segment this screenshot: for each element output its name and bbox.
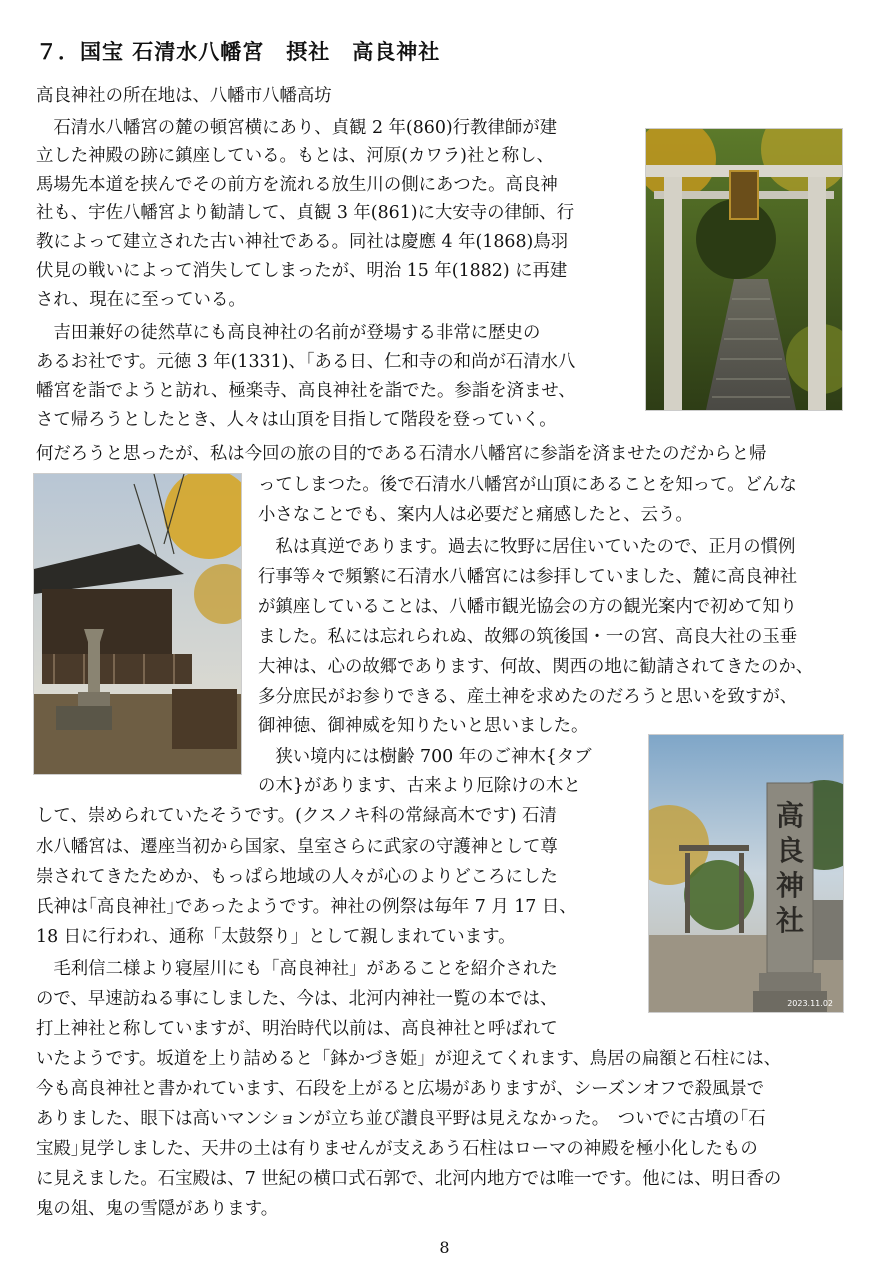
body-line: 吉田兼好の徒然草にも高良神社の名前が登場する非常に歴史の <box>36 323 541 343</box>
body-line: が鎮座していることは、八幡市観光協会の方の観光案内で初めて知り <box>258 597 798 617</box>
body-line: 教によって建立された古い神社である。同社は慶應 4 年(1868)鳥羽 <box>36 232 569 252</box>
body-line: ってしまつた。後で石清水八幡宮が山頂にあることを知って。どんな <box>258 475 797 495</box>
page-title: ７．国宝 石清水八幡宮 摂社 高良神社 <box>36 40 441 64</box>
body-line: 馬場先本道を挟んでその前方を流れる放生川の側にあつた。高良神 <box>36 175 558 195</box>
body-line: 高良神社の所在地は、八幡市八幡高坊 <box>36 86 332 106</box>
body-line: いたようです。坂道を上り詰めると「鉢かづき姫」が迎えてくれます、鳥居の扁額と石柱には、 <box>36 1049 782 1069</box>
body-line: 大神は、心の故郷であります、何故、関西の地に勧請されてきたのか、 <box>258 657 814 677</box>
body-line: 18 日に行われ、通称「太鼓祭り」として親しまれています。 <box>36 927 516 947</box>
body-line: 御神徳、御神威を知りたいと思いました。 <box>258 716 589 736</box>
svg-text:神: 神 <box>775 869 805 902</box>
body-line: して、崇められていたそうです。(クスノキ科の常緑高木です) 石清 <box>36 806 557 826</box>
body-line: 行事等々で頻繁に石清水八幡宮には参拝していました、麓に高良神社 <box>258 567 798 587</box>
body-line: され、現在に至っている。 <box>36 290 246 310</box>
body-line: あるお社です。元徳 3 年(1331)、｢ある日、仁和寺の和尚が石清水八 <box>36 352 576 372</box>
svg-text:高: 高 <box>775 799 805 832</box>
body-line: 小さなことでも、案内人は必要だと痛感したと、云う。 <box>258 505 693 525</box>
body-line: 何だろうと思ったが、私は今回の旅の目的である石清水八幡宮に参詣を済ませたのだからと帰 <box>36 444 767 464</box>
body-line: 幡宮を詣でようと訪れ、極楽寺、高良神社を詣でた。参詣を済ませ、 <box>36 381 576 401</box>
body-line: 鬼の俎、鬼の雪隠があります。 <box>36 1199 279 1219</box>
body-line: ありました、眼下は高いマンションが立ち並び讃良平野は見えなかった。 ついでに古墳の｢石 <box>36 1109 766 1129</box>
body-line: 今も高良神社と書かれています、石段を上がると広場がありますが、シーズンオフで殺風景で <box>36 1079 765 1099</box>
page-number: 8 <box>439 1238 450 1257</box>
photo-date-caption: 2023.11.02 <box>787 999 833 1008</box>
body-line: 私は真逆であります。過去に牧野に居住いていたので、正月の慣例 <box>258 537 796 557</box>
body-line: の木}があります、古来より厄除けの木と <box>258 776 581 796</box>
body-line: さて帰ろうとしたとき、人々は山頂を目指して階段を登っていく。 <box>36 410 557 430</box>
body-line: 石清水八幡宮の麓の頓宮横にあり、貞観 2 年(860)行教律師が建 <box>36 118 558 138</box>
body-line: 多分庶民がお参りできる、産土神を求めたのだろうと思いを致すが、 <box>258 687 798 707</box>
body-line: 崇されてきたためか、もっぱら地域の人々が心のよりどころにした <box>36 867 558 887</box>
stone-pillar-photo <box>648 734 844 1013</box>
body-line: ので、早速訪ねる事にしました、今は、北河内神社一覧の本では、 <box>36 989 558 1009</box>
svg-text:良: 良 <box>775 834 805 867</box>
body-line: に見えました。石宝殿は、7 世紀の横口式石郭で、北河内地方では唯一です。他には、明日香の <box>36 1169 782 1189</box>
body-line: 立した神殿の跡に鎮座している。もとは、河原(カワラ)社と称し、 <box>36 146 554 166</box>
body-line: 社も、宇佐八幡宮より勧請して、貞観 3 年(861)に大安寺の律師、行 <box>36 203 575 223</box>
shrine-building-photo <box>33 473 242 775</box>
body-line: ました。私には忘れられぬ、故郷の筑後国・一の宮、高良大社の玉垂 <box>258 627 798 647</box>
body-line: 毛利信二様より寝屋川にも「高良神社」があることを紹介された <box>36 959 558 979</box>
body-line: 宝殿｣見学しました、天井の土は有りませんが支えあう石柱はローマの神殿を極小化したもの <box>36 1139 758 1159</box>
torii-gate-photo <box>645 128 843 411</box>
body-line: 打上神社と称していますが、明治時代以前は、高良神社と呼ばれて <box>36 1019 558 1039</box>
body-line: 伏見の戦いによって消失してしまったが、明治 15 年(1882) に再建 <box>36 261 568 281</box>
body-line: 狭い境内には樹齢 700 年のご神木{タブ <box>258 747 592 767</box>
body-line: 水八幡宮は、遷座当初から国家、皇室さらに武家の守護神として尊 <box>36 837 558 857</box>
body-line: 氏神は｢高良神社｣であったようです。神社の例祭は毎年 7 月 17 日、 <box>36 897 577 917</box>
svg-text:社: 社 <box>775 904 805 937</box>
